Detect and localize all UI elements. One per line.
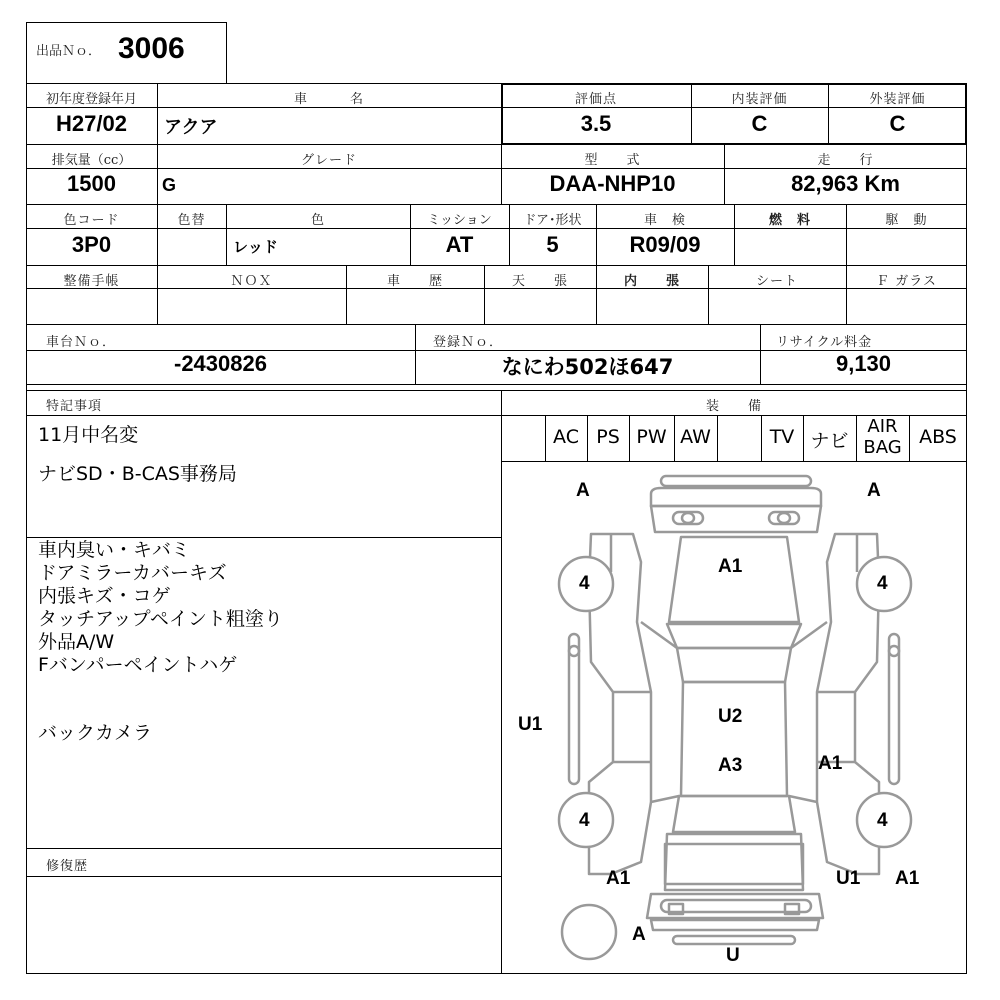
mark-tire-fl: 4 xyxy=(579,573,590,594)
nox-label: ＮＯＸ xyxy=(230,274,273,289)
note-line: Fバンパーペイントハゲ xyxy=(38,654,238,676)
recycle-label: リサイクル料金 xyxy=(776,335,873,350)
note-line: 11月中名変 xyxy=(38,424,139,446)
f-glass-label: Ｆ ガラス xyxy=(876,274,937,289)
note-line: ナビSD・B-CAS事務局 xyxy=(38,463,237,485)
equip-tv: TV xyxy=(769,426,795,448)
note-line: 車内臭い・キバミ xyxy=(38,539,191,561)
mark-hood: A1 xyxy=(718,556,743,577)
rule xyxy=(26,415,967,416)
mark-tire-rr: 4 xyxy=(877,810,888,831)
mark-front-right: A xyxy=(867,480,881,501)
note-line: バックカメラ xyxy=(38,722,153,744)
rule xyxy=(26,848,501,849)
mark-rear-right-a1: A1 xyxy=(895,868,920,889)
interior-label: 内装評価 xyxy=(731,92,788,107)
repaint-label: 色替 xyxy=(177,213,206,228)
lot-number: 3006 xyxy=(118,32,185,65)
mark-right-door: A1 xyxy=(818,753,843,774)
color-code-label: 色コード xyxy=(63,213,120,228)
fuel-label: 燃 料 xyxy=(768,213,811,228)
model-value: DAA-NHP10 xyxy=(549,171,676,196)
equip-aw: AW xyxy=(680,426,711,448)
rule xyxy=(26,204,967,205)
lot-label: 出品Ｎｏ． xyxy=(36,44,102,59)
displacement-label: 排気量（cc） xyxy=(51,153,132,168)
rule xyxy=(26,168,967,169)
repair-header: 修復歴 xyxy=(46,859,89,874)
rule xyxy=(26,324,967,325)
seat-label: シート xyxy=(755,274,798,289)
note-line: 外品A/W xyxy=(38,631,115,653)
note-line: ドアミラーカバーキズ xyxy=(38,562,227,584)
rule xyxy=(717,415,718,461)
mark-left-side: U1 xyxy=(518,714,543,735)
exterior-value: C xyxy=(889,111,906,136)
score-value: 3.5 xyxy=(580,111,612,136)
rule xyxy=(26,390,967,391)
inspection-label: 車 検 xyxy=(643,213,686,228)
mark-front-left: A xyxy=(576,480,590,501)
doors-label: ドア･形状 xyxy=(523,213,582,228)
equip-abs: ABS xyxy=(919,426,957,448)
rule xyxy=(26,384,967,385)
chassis-label: 車台Ｎｏ． xyxy=(46,335,117,350)
rule xyxy=(26,265,967,266)
service-book-label: 整備手帳 xyxy=(63,274,120,289)
drive-label: 駆 動 xyxy=(885,213,928,228)
score-label: 評価点 xyxy=(574,92,617,107)
equip-ac: AC xyxy=(553,426,579,448)
inspection-value: R09/09 xyxy=(629,232,701,257)
equip-ps: PS xyxy=(596,426,620,448)
rule xyxy=(26,228,967,229)
mark-rear-bumper-a: A xyxy=(632,924,646,945)
registration-label: 登録Ｎｏ． xyxy=(433,335,504,350)
car-name-label: 車 名 xyxy=(293,92,364,107)
equip-navi: ナビ xyxy=(810,430,849,452)
first-reg-value: H27/02 xyxy=(56,111,127,136)
mileage-label: 走 行 xyxy=(817,153,874,168)
mileage-value: 82,963 Km xyxy=(791,171,900,196)
equip-airbag: AIR BAG xyxy=(863,416,902,458)
mission-label: ミッション xyxy=(427,213,492,228)
interior-trim-label: 内 張 xyxy=(623,274,680,289)
mark-roof: U2 xyxy=(718,706,743,727)
mark-tire-fr: 4 xyxy=(877,573,888,594)
displacement-value: 1500 xyxy=(67,171,116,196)
notes-header: 特記事項 xyxy=(46,399,103,414)
mark-rear-right-u1: U1 xyxy=(836,868,861,889)
mark-rear-bumper-u: U xyxy=(726,945,740,966)
mission-value: AT xyxy=(445,232,474,257)
recycle-value: 9,130 xyxy=(835,351,892,376)
history-label: 車 歴 xyxy=(386,274,443,289)
model-label: 型 式 xyxy=(584,153,641,168)
chassis-value: -2430826 xyxy=(174,351,267,376)
color-label: 色 xyxy=(310,213,325,228)
grade-label: グレード xyxy=(300,153,357,168)
first-reg-label: 初年度登録年月 xyxy=(45,92,137,107)
mark-tire-rl: 4 xyxy=(579,810,590,831)
equip-pw: PW xyxy=(636,426,667,448)
note-line: タッチアップペイント粗塗り xyxy=(38,608,283,630)
equipment-header: 装 備 xyxy=(705,399,762,414)
mark-rear-left: A1 xyxy=(606,868,631,889)
registration-value: なにわ502ほ647 xyxy=(501,355,674,379)
rule xyxy=(26,537,501,538)
doors-value: 5 xyxy=(546,232,559,257)
note-line: 内張キズ・コゲ xyxy=(38,585,171,607)
rule xyxy=(26,876,501,877)
color-code-value: 3P0 xyxy=(71,232,112,257)
grade-value: G xyxy=(162,175,177,195)
headliner-label: 天 張 xyxy=(511,274,568,289)
exterior-label: 外装評価 xyxy=(869,92,926,107)
notes-list xyxy=(38,539,283,677)
interior-value: C xyxy=(751,111,768,136)
car-name-value: アクア xyxy=(164,117,218,138)
mark-roof-rear: A3 xyxy=(718,755,743,776)
color-value: レッド xyxy=(233,238,278,256)
